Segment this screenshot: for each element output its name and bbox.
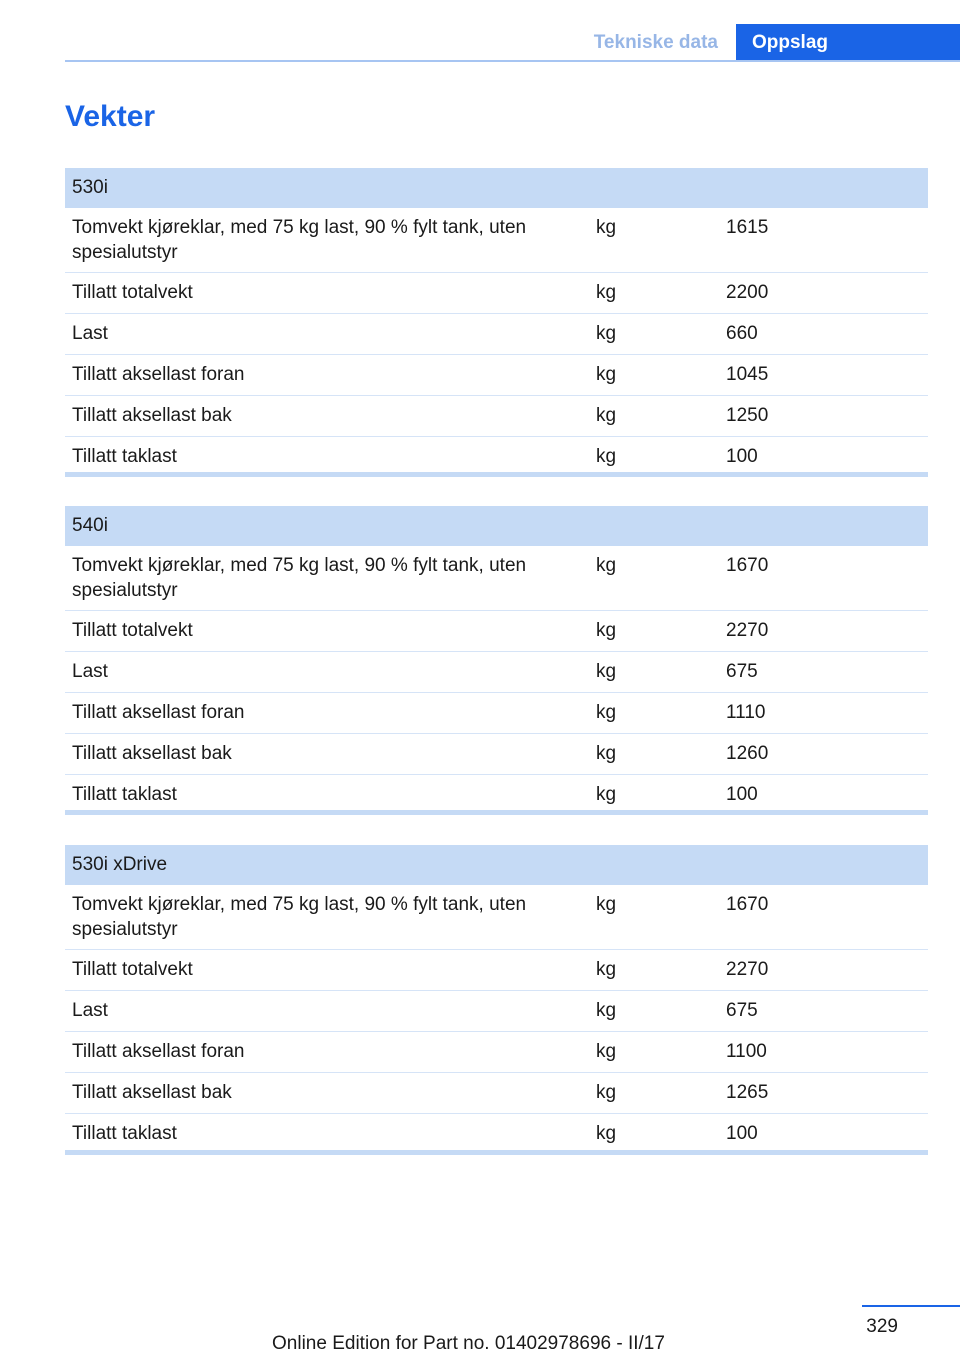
table-header-row <box>65 845 928 885</box>
row-value: 1250 <box>719 395 928 436</box>
model-name: 530i <box>65 168 928 208</box>
row-unit: kg <box>589 733 719 774</box>
row-value: 1265 <box>719 1072 928 1113</box>
table-row <box>65 313 928 354</box>
model-name: 540i <box>65 506 928 546</box>
table-header-row <box>65 168 928 208</box>
row-value: 100 <box>719 1113 928 1154</box>
table-row <box>65 208 928 272</box>
row-label: Tillatt taklast <box>65 436 589 477</box>
row-unit: kg <box>589 1072 719 1113</box>
row-value: 1045 <box>719 354 928 395</box>
row-label: Last <box>65 651 589 692</box>
row-value: 2270 <box>719 949 928 990</box>
section-tab[interactable]: Tekniske data <box>593 32 718 53</box>
row-label: Tillatt totalvekt <box>65 272 589 313</box>
row-unit: kg <box>596 555 617 576</box>
chapter-tab[interactable]: Oppslag <box>736 24 960 62</box>
row-value: 1110 <box>719 692 928 733</box>
weights-table-530i-xdrive <box>65 845 928 1154</box>
row-label: Tillatt aksellast foran <box>65 1031 589 1072</box>
row-unit: kg <box>589 610 719 651</box>
row-unit: kg <box>589 1031 719 1072</box>
row-value: 660 <box>719 313 928 354</box>
row-value: 2200 <box>719 272 928 313</box>
row-unit: kg <box>589 949 719 990</box>
table-row <box>65 774 928 815</box>
row-unit: kg <box>589 1113 719 1154</box>
row-label: Last <box>65 990 589 1031</box>
table-bottom-rule <box>65 1150 928 1155</box>
weights-table-530i <box>65 168 928 477</box>
table-row <box>65 885 928 949</box>
row-label: Tillatt aksellast bak <box>65 1072 589 1113</box>
row-label: Last <box>65 313 589 354</box>
header-divider <box>65 60 960 62</box>
row-unit: kg <box>589 990 719 1031</box>
row-value: 1670 <box>726 894 769 915</box>
table-bottom-rule <box>65 472 928 477</box>
table-bottom-rule <box>65 810 928 815</box>
row-unit: kg <box>589 272 719 313</box>
header-tabs <box>566 24 960 62</box>
row-unit: kg <box>596 894 617 915</box>
row-unit: kg <box>589 651 719 692</box>
table-row <box>65 990 928 1031</box>
page-title: Vekter <box>65 100 156 133</box>
table-row <box>65 272 928 313</box>
row-label: Tillatt totalvekt <box>65 610 589 651</box>
row-label: Tillatt totalvekt <box>65 949 589 990</box>
footer-divider <box>862 1305 960 1307</box>
row-label: Tillatt aksellast bak <box>65 733 589 774</box>
row-value: 675 <box>719 990 928 1031</box>
row-label: Tillatt aksellast foran <box>65 692 589 733</box>
table-row <box>65 1072 928 1113</box>
row-label: Tillatt aksellast bak <box>65 395 589 436</box>
row-unit: kg <box>589 774 719 815</box>
row-value: 2270 <box>719 610 928 651</box>
row-label: Tomvekt kjøreklar, med 75 kg last, 90 % fylt tank, uten spesialutstyr <box>72 217 527 263</box>
row-label: Tomvekt kjøreklar, med 75 kg last, 90 % fylt tank, uten spesialutstyr <box>72 555 527 601</box>
table-row <box>65 395 928 436</box>
table-row <box>65 1113 928 1154</box>
weights-table-540i <box>65 506 928 815</box>
row-label: Tillatt taklast <box>65 774 589 815</box>
row-unit: kg <box>589 436 719 477</box>
row-value: 100 <box>719 774 928 815</box>
table-row <box>65 546 928 610</box>
table-row <box>65 733 928 774</box>
table-row <box>65 1031 928 1072</box>
row-value: 1100 <box>719 1031 928 1072</box>
row-label: Tomvekt kjøreklar, med 75 kg last, 90 % fylt tank, uten spesialutstyr <box>72 894 527 940</box>
row-label: Tillatt aksellast foran <box>65 354 589 395</box>
row-value: 1670 <box>726 555 769 576</box>
table-row <box>65 354 928 395</box>
row-unit: kg <box>589 395 719 436</box>
table-header-row <box>65 506 928 546</box>
row-value: 1260 <box>719 733 928 774</box>
page-number: 329 <box>866 1316 898 1337</box>
table-row <box>65 651 928 692</box>
row-value: 100 <box>719 436 928 477</box>
row-value: 675 <box>719 651 928 692</box>
row-unit: kg <box>589 313 719 354</box>
row-unit: kg <box>589 692 719 733</box>
table-row <box>65 949 928 990</box>
model-name: 530i xDrive <box>65 845 928 885</box>
row-unit: kg <box>596 217 617 238</box>
edition-note: Online Edition for Part no. 01402978696 - II/17 <box>272 1333 665 1354</box>
table-row <box>65 610 928 651</box>
table-row <box>65 436 928 477</box>
table-row <box>65 692 928 733</box>
row-value: 1615 <box>726 217 769 238</box>
row-label: Tillatt taklast <box>65 1113 589 1154</box>
row-unit: kg <box>589 354 719 395</box>
